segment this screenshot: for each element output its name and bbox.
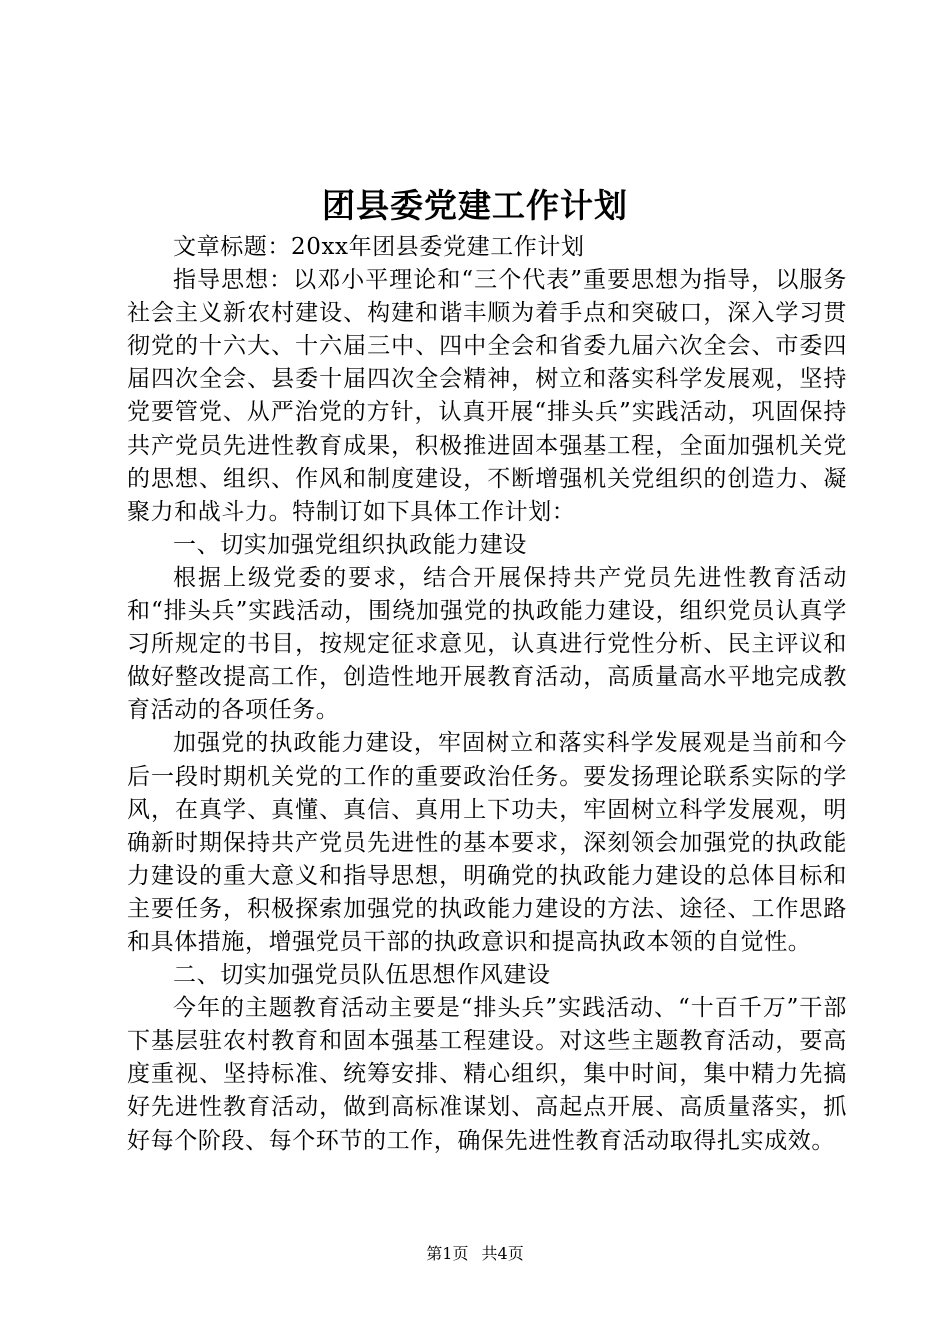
page-total: 共4页	[481, 1244, 524, 1263]
page-number: 第1页	[426, 1244, 469, 1263]
document-body	[127, 231, 847, 1158]
paragraph-guiding-thought: 指导思想：以邓小平理论和“三个代表”重要思想为指导，以服务社会主义新农村建设、构建和谐丰顺为着手点和突破口，深入学习贯彻党的十六大、十六届三中、四中全会和省委九届六次全会、市委四届四次全会、县委十届四次全会精神，树立和落实科学发展观，坚持党要管党、从严治党的方针，认真开展“排头兵”实践活动，巩固保持共产党员先进性教育成果，积极推进固本强基工程，全面加强机关党的思想、组织、作风和制度建设，不断增强机关党组织的创造力、凝聚力和战斗力。特制订如下具体工作计划：	[127, 267, 847, 525]
section-heading-2: 二、切实加强党员队伍思想作风建设	[173, 962, 551, 989]
paragraph-article-title: 文章标题：20xx年团县委党建工作计划	[173, 234, 585, 260]
document-title: 团县委党建工作计划	[322, 186, 628, 225]
paragraph-section-1-b: 加强党的执政能力建设，牢固树立和落实科学发展观是当前和今后一段时期机关党的工作的重要政治任务。要发扬理论联系实际的学风，在真学、真懂、真信、真用上下功夫，牢固树立科学发展观，明确新时期保持共产党员先进性的基本要求，深刻领会加强党的执政能力建设的重大意义和指导思想，明确党的执政能力建设的总体目标和主要任务，积极探索加强党的执政能力建设的方法、途径、工作思路和具体措施，增强党员干部的执政意识和提高执政本领的自觉性。	[127, 730, 847, 955]
paragraph-section-2-a: 今年的主题教育活动主要是“排头兵”实践活动、“十百千万”干部下基层驻农村教育和固本强基工程建设。对这些主题教育活动，要高度重视、坚持标准、统筹安排、精心组织，集中时间，集中精力先搞好先进性教育活动，做到高标准谋划、高起点开展、高质量落实，抓好每个阶段、每个环节的工作，确保先进性教育活动取得扎实成效。	[127, 995, 847, 1154]
section-heading-1: 一、切实加强党组织执政能力建设	[173, 531, 527, 558]
page-footer	[0, 1243, 950, 1265]
paragraph-section-1-a: 根据上级党委的要求，结合开展保持共产党员先进性教育活动和“排头兵”实践活动，围绕加强党的执政能力建设，组织党员认真学习所规定的书目，按规定征求意见，认真进行党性分析、民主评议和做好整改提高工作，创造性地开展教育活动，高质量高水平地完成教育活动的各项任务。	[127, 564, 847, 724]
